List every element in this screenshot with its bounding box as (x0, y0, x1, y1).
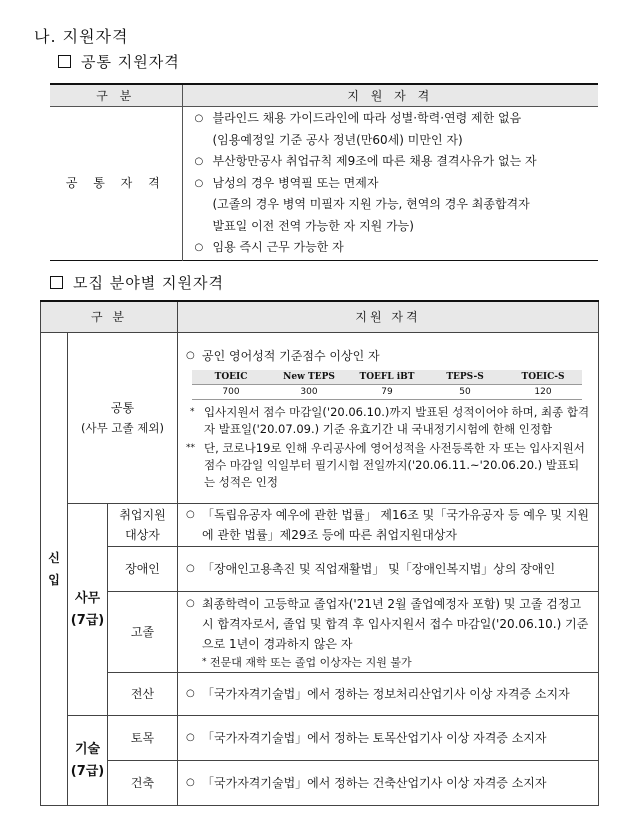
field-qualification-title (50, 272, 224, 293)
score-note-2: ** 단, 코로나19로 인해 우리공사에 영어성적을 사전등록한 자 또는 입사지원서 점수 마감일 익일부터 필기시험 전일까지('20.06.11.~'20.06.20.) 발표되는 성적은 인정 (186, 440, 585, 489)
qualification-cell: ○ 「국가자격기술법」에서 정하는 토목산업기사 이상 자격증 소지자 (178, 716, 599, 761)
circle-bullet-icon: ○ (186, 563, 195, 574)
qualification-cell: ○ 최종학력이 고등학교 졸업자('21년 2월 졸업예정자 포함) 및 고졸 검정고시 합격자로서, 졸업 및 합격 후 입사지원서 접수 마감일('20.06.10.) 기준으로 1년이 경과하지 않은 자 * 전문대 재학 또는 졸업 이상자는 지원 불가 (178, 592, 599, 673)
english-score-table (192, 370, 582, 400)
score-value: 700 (192, 384, 270, 399)
col-header-category: 구 분 (41, 301, 178, 333)
col-header-qualification: 지 원 자 격 (182, 84, 598, 107)
score-value: 50 (426, 384, 504, 399)
section-heading: 나. 지원자격 (34, 27, 129, 46)
score-header: TOEFL iBT (348, 370, 426, 385)
sub-category: 장애인 (108, 547, 178, 592)
circle-bullet-icon: ○ (186, 597, 195, 609)
common-row-label: 공통 (사무 고졸 제외) (68, 333, 178, 504)
english-score-cell: ○ 공인 영어성적 기준점수 이상인 자 TOEIC New TEPS TOEFL iBT TEPS-S TOEIC-S 700 300 79 50 120 * 입사지원서 점수 마감일('20.06.10.)까지 발표된 성적이어야 하며, 최종 합격자 발표일('20.07.09.) 기준 유효기간 내 국내정기시험에 한해 인정함 ** 단, 코로나19로 인해 우리공사에 영어성적을 사전등록한 자 또는 입사지원서 점수 마감일 익일부터 필기시험 전일까지('20.06.11.~'20.06.20.) 발표되는 성적은 인정 (178, 333, 599, 504)
qualification-cell: ○ 「국가자격기술법」에서 정하는 건축산업기사 이상 자격증 소지자 (178, 761, 599, 806)
sub-category: 건축 (108, 761, 178, 806)
score-header: TEPS-S (426, 370, 504, 385)
score-header: TOEIC (192, 370, 270, 385)
gisul-label: 기술 (7급) (68, 716, 108, 806)
common-qualification-title (58, 51, 180, 72)
score-value: 79 (348, 384, 426, 399)
col-header-qualification: 지원 자격 (178, 301, 599, 333)
circle-bullet-icon: ○ (186, 732, 195, 743)
list-item: ○ 블라인드 채용 가이드라인에 따라 성별·학력·연령 제한 없음 (183, 108, 599, 130)
score-value: 300 (270, 384, 348, 399)
score-header: New TEPS (270, 370, 348, 385)
list-item-continued: 발표일 이전 전역 가능한 자 지원 가능) (212, 218, 414, 233)
circle-bullet-icon: ○ (186, 509, 195, 520)
circle-bullet-icon: ○ (194, 242, 204, 253)
gojol-note: * 전문대 재학 또는 졸업 이상자는 지원 불가 (202, 655, 412, 669)
sinip-label: 신 입 (41, 333, 68, 806)
common-label: 공 통 자 격 (50, 107, 182, 261)
list-item: ○ 남성의 경우 병역필 또는 면제자 (183, 173, 599, 195)
sub-category: 고졸 (108, 592, 178, 673)
score-note-1: * 입사지원서 점수 마감일('20.06.10.)까지 발표된 성적이어야 하며, 최종 합격자 발표일('20.07.09.) 기준 유효기간 내 국내정기시험에 한해 인정함 (190, 404, 590, 436)
circle-bullet-icon: ○ (194, 177, 204, 189)
samu-label: 사무 (7급) (68, 504, 108, 716)
circle-bullet-icon: ○ (194, 113, 204, 124)
circle-bullet-icon: ○ (186, 349, 195, 361)
checkbox-square-icon (50, 276, 63, 289)
common-qualification-table (50, 83, 598, 261)
common-title-text: 공통 지원자격 (81, 53, 180, 71)
checkbox-square-icon (58, 55, 71, 68)
circle-bullet-icon: ○ (186, 688, 195, 699)
sub-category: 취업지원 대상자 (108, 504, 178, 547)
common-items (182, 107, 598, 261)
qualification-cell: ○ 「독립유공자 예우에 관한 법률」 제16조 및「국가유공자 등 예우 및 지원에 관한 법률」제29조 등에 따른 취업지원대상자 (178, 504, 599, 547)
sub-category: 전산 (108, 673, 178, 716)
col-header-category: 구 분 (50, 84, 182, 107)
field-title-text: 모집 분야별 지원자격 (73, 274, 224, 292)
qualification-cell: ○ 「국가자격기술법」에서 정하는 정보처리산업기사 이상 자격증 소지자 (178, 673, 599, 716)
list-item: ○ 임용 즉시 근무 가능한 자 (183, 237, 599, 259)
qualification-cell: ○ 「장애인고용촉진 및 직업재활법」 및「장애인복지법」상의 장애인 (178, 547, 599, 592)
sub-category: 토목 (108, 716, 178, 761)
score-header: TOEIC-S (504, 370, 582, 385)
score-value: 120 (504, 384, 582, 399)
field-qualification-table (40, 300, 599, 806)
list-item-continued: (임용예정일 기준 공사 정년(만60세) 미만인 자) (212, 132, 463, 147)
list-item: ○ 부산항만공사 취업규칙 제9조에 따른 채용 결격사유가 없는 자 (183, 151, 599, 173)
circle-bullet-icon: ○ (186, 777, 195, 788)
circle-bullet-icon: ○ (194, 156, 204, 167)
list-item-continued: (고졸의 경우 병역 미필자 지원 가능, 현역의 경우 최종합격자 (212, 197, 530, 211)
